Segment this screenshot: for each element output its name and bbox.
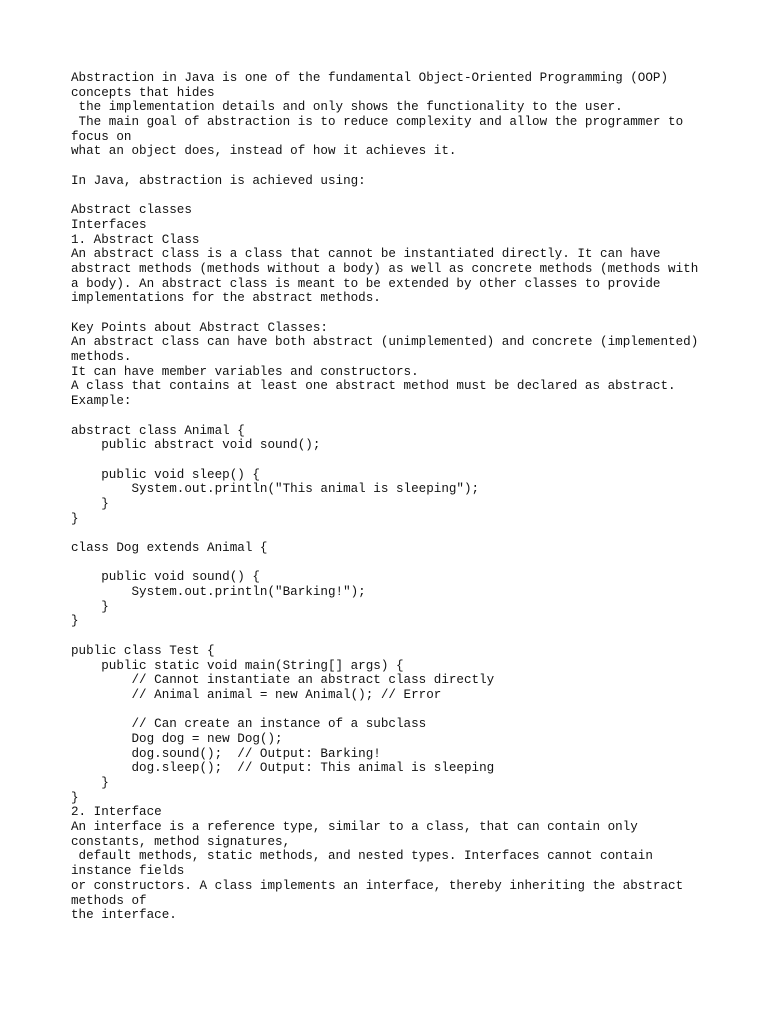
text-line: default methods, static methods, and nested types. Interfaces cannot contain xyxy=(71,849,653,864)
code-line: public class Test { xyxy=(71,643,215,658)
text-line: or constructors. A class implements an interface, thereby inheriting the abstract xyxy=(71,878,684,893)
text-line: An interface is a reference type, similar to a class, that can contain only xyxy=(71,820,638,835)
text-line: abstract methods (methods without a body) as well as concrete methods (methods with xyxy=(71,261,699,276)
text-line: focus on xyxy=(71,129,132,144)
blank-line xyxy=(71,159,711,174)
blank-line xyxy=(71,409,711,424)
text-line: The main goal of abstraction is to reduce complexity and allow the programmer to xyxy=(71,115,684,130)
text-line: methods. xyxy=(71,350,132,365)
text-line: a body). An abstract class is meant to be extended by other classes to provide xyxy=(71,276,661,291)
text-line: Abstraction in Java is one of the fundamental Object-Oriented Programming (OOP) xyxy=(71,71,669,85)
text-line: Example: xyxy=(71,394,132,409)
section-heading: 2. Interface xyxy=(71,805,162,820)
code-line: System.out.println("This animal is sleeping"); xyxy=(71,482,480,497)
text-line: what an object does, instead of how it achieves it. xyxy=(71,144,457,159)
section-heading: 1. Abstract Class xyxy=(71,232,200,247)
code-line: } xyxy=(71,511,79,526)
code-line: dog.sound(); // Output: Barking! xyxy=(71,746,381,761)
text-line: In Java, abstraction is achieved using: xyxy=(71,173,366,188)
code-line: } xyxy=(71,776,109,790)
blank-line xyxy=(71,629,711,644)
text-line: methods of xyxy=(71,893,147,908)
code-line: public static void main(String[] args) { xyxy=(71,658,404,673)
code-line: abstract class Animal { xyxy=(71,423,245,438)
text-line: A class that contains at least one abstract method must be declared as abstract. xyxy=(71,379,676,394)
text-line: the implementation details and only shows the functionality to the user. xyxy=(71,100,623,115)
code-line: // Cannot instantiate an abstract class directly xyxy=(71,673,495,688)
subsection-heading: Key Points about Abstract Classes: xyxy=(71,320,328,335)
list-item: Abstract classes xyxy=(71,203,192,218)
document-page xyxy=(71,71,711,923)
code-line: // Can create an instance of a subclass xyxy=(71,717,427,732)
code-line: } xyxy=(71,614,79,629)
code-line: public void sleep() { xyxy=(71,467,260,482)
code-line: Dog dog = new Dog(); xyxy=(71,731,283,746)
text-line: An abstract class is a class that cannot be instantiated directly. It can have xyxy=(71,247,661,262)
text-line: concepts that hides xyxy=(71,85,215,100)
text-line: constants, method signatures, xyxy=(71,834,291,849)
code-line: class Dog extends Animal { xyxy=(71,541,268,555)
list-item: Interfaces xyxy=(71,217,147,232)
blank-line xyxy=(71,556,711,571)
blank-line xyxy=(71,526,711,541)
text-line: instance fields xyxy=(71,864,185,879)
code-line: } xyxy=(71,599,109,614)
blank-line xyxy=(71,189,711,204)
blank-line xyxy=(71,306,711,321)
code-line: // Animal animal = new Animal(); // Error xyxy=(71,687,442,702)
code-line: public void sound() { xyxy=(71,570,260,585)
blank-line xyxy=(71,703,711,718)
blank-line xyxy=(71,453,711,468)
text-line: An abstract class can have both abstract (unimplemented) and concrete (implemented) xyxy=(71,335,699,350)
code-line: } xyxy=(71,790,79,805)
code-line: } xyxy=(71,496,109,511)
text-line: the interface. xyxy=(71,908,177,923)
code-line: public abstract void sound(); xyxy=(71,438,321,453)
text-line: It can have member variables and constructors. xyxy=(71,364,419,379)
text-line: implementations for the abstract methods. xyxy=(71,291,381,306)
code-line: System.out.println("Barking!"); xyxy=(71,585,366,600)
code-line: dog.sleep(); // Output: This animal is sleeping xyxy=(71,761,495,776)
